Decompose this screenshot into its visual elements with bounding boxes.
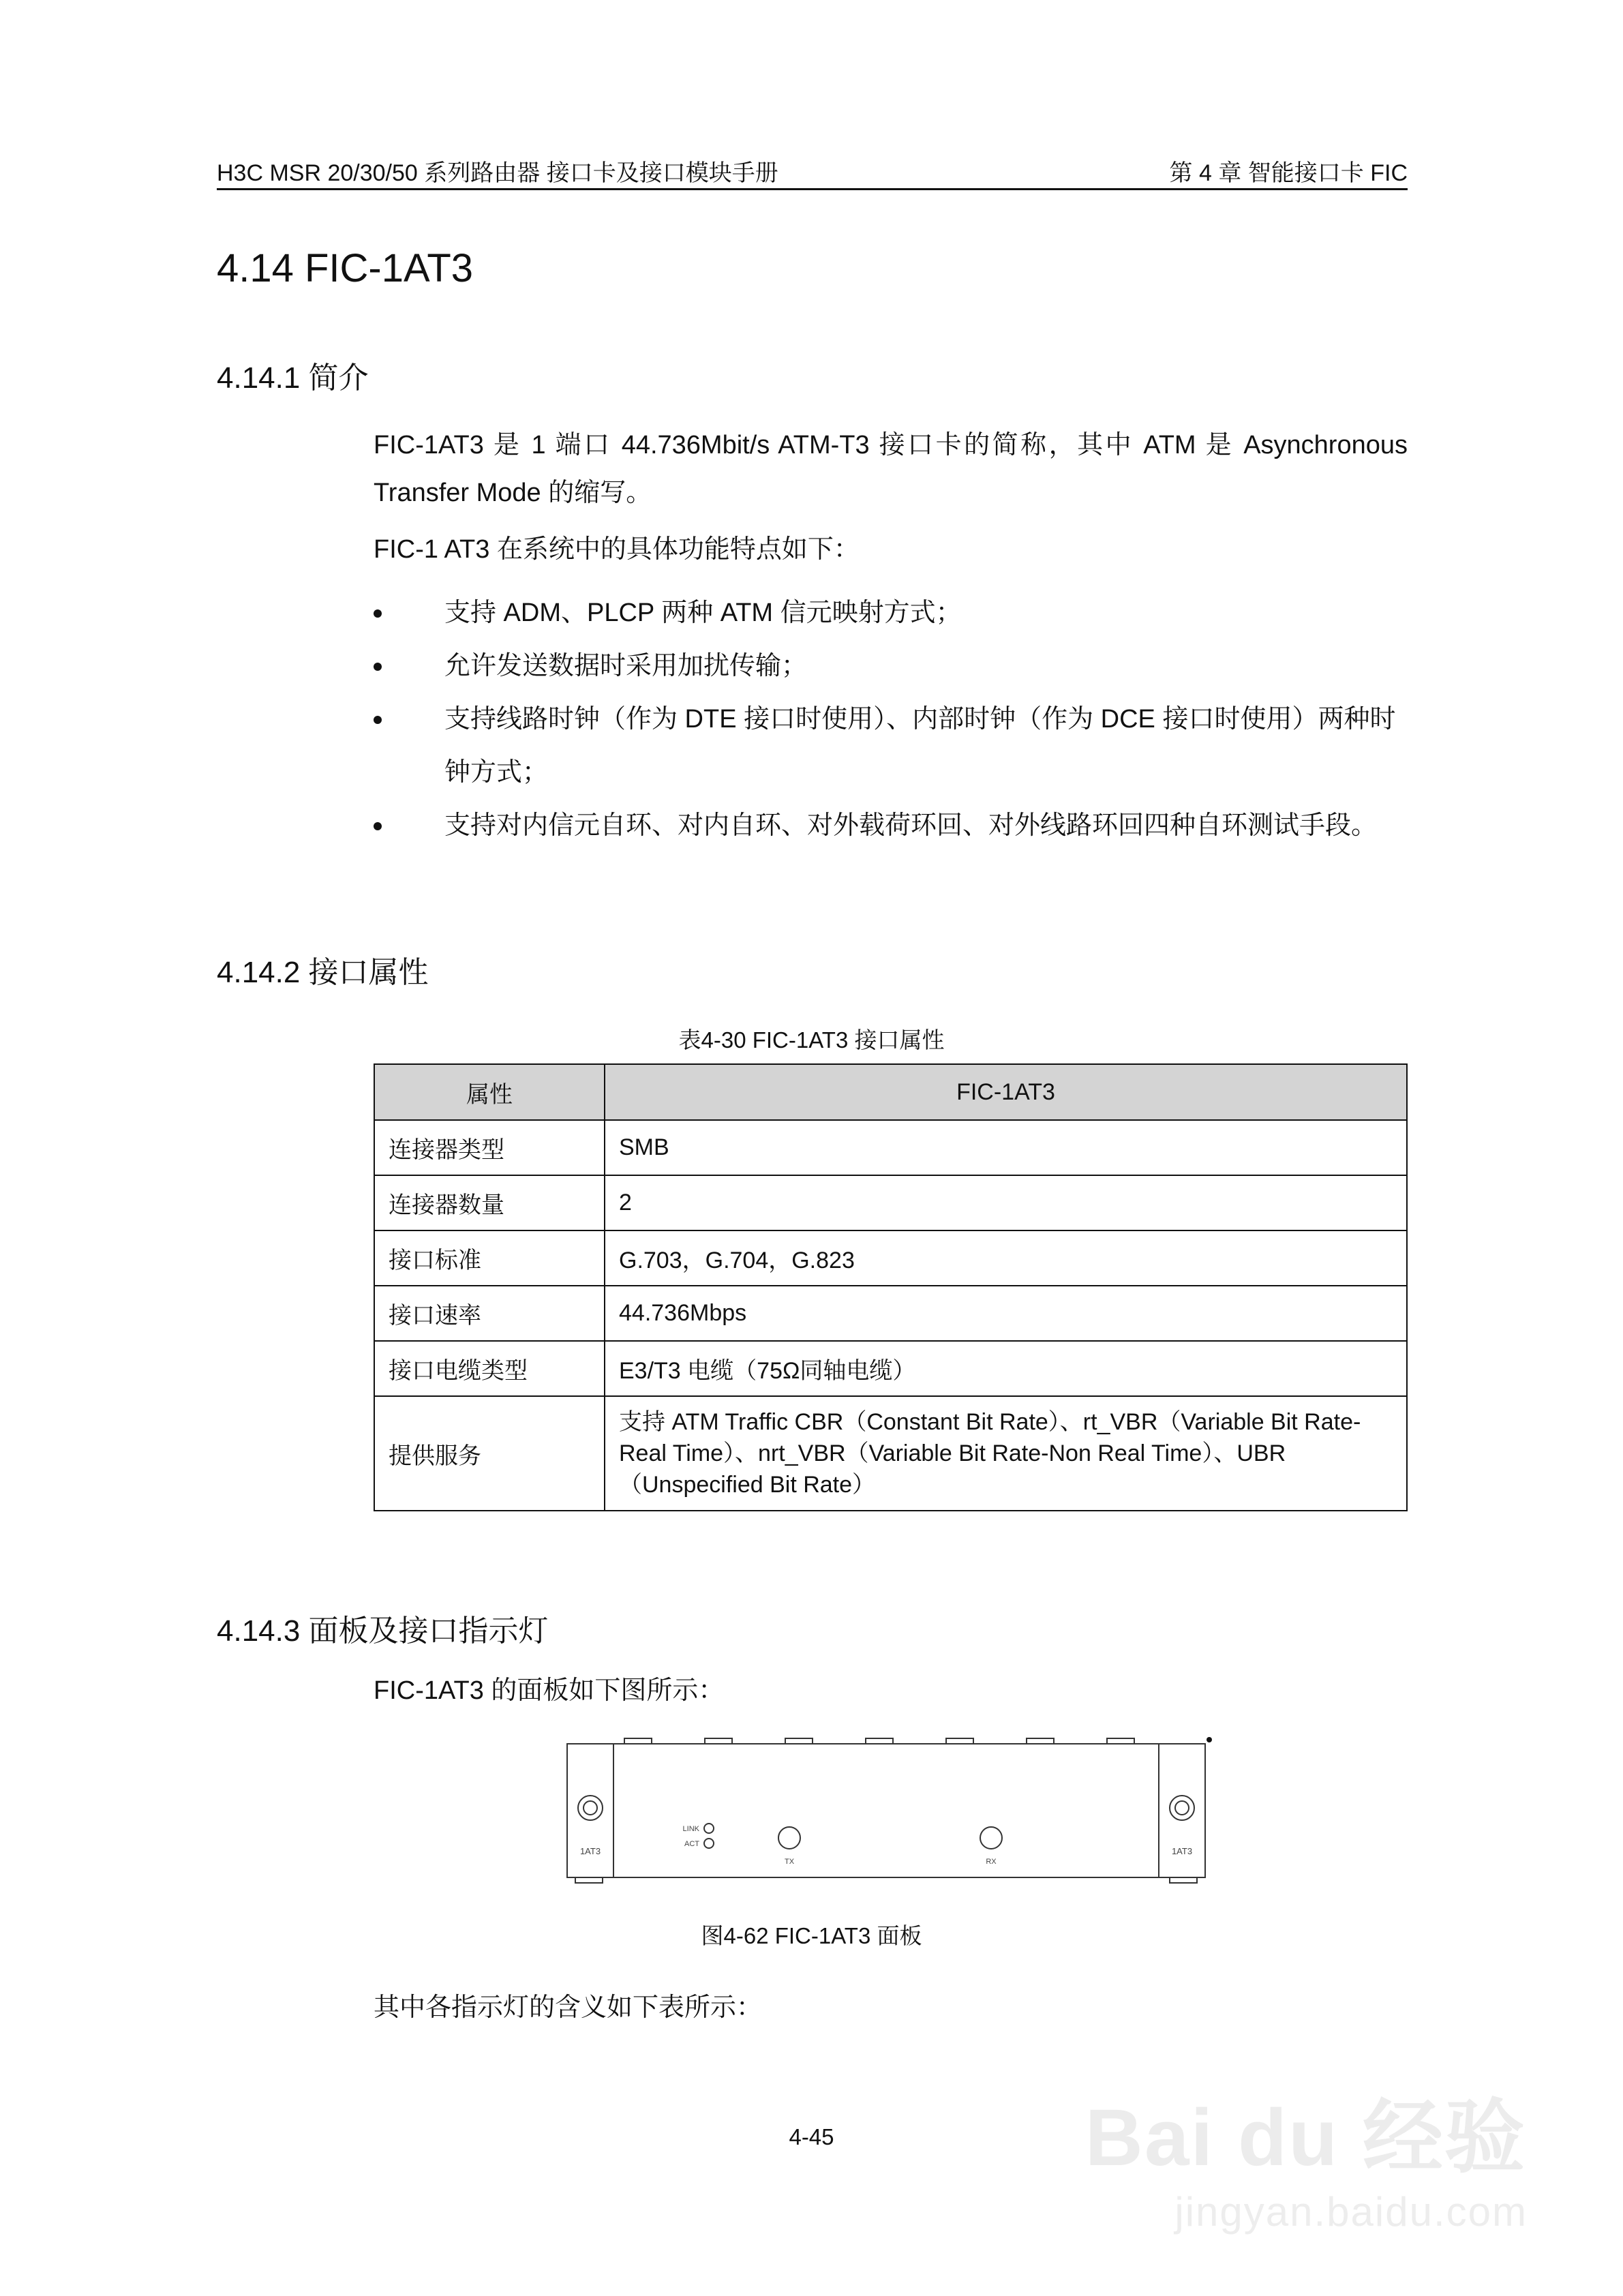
table-caption: 表4-30 FIC-1AT3 接口属性 (678, 1027, 945, 1053)
panel-after-text: 其中各指示灯的含义如下表所示： (374, 1993, 763, 2022)
features-lead: FIC-1 AT3 在系统中的具体功能特点如下： (374, 535, 860, 564)
column-header: 属性 (374, 1064, 605, 1120)
rx-port-label: RX (986, 1858, 997, 1866)
table-row (374, 1120, 1407, 1175)
table-cell: 连接器类型 (374, 1120, 605, 1175)
header-rule (217, 188, 1408, 190)
panel-body (567, 1744, 1205, 1877)
screw-icon-inner (583, 1801, 597, 1815)
top-tab (785, 1738, 813, 1744)
table-row (374, 1175, 1407, 1230)
top-tab (1107, 1738, 1134, 1744)
watermark-url: jingyan.baidu.com (1174, 2189, 1528, 2235)
heading-panel: 4.14.3 面板及接口指示灯 (217, 1614, 549, 1648)
table-cell: SMB (605, 1120, 1407, 1175)
bullet-icon (374, 663, 382, 671)
bottom-rail (575, 1877, 603, 1883)
heading-intro: 4.14.1 简介 (217, 361, 369, 395)
screw-icon (578, 1796, 603, 1820)
table-cell: 44.736Mbps (605, 1286, 1407, 1341)
screw-icon-inner (1175, 1801, 1189, 1815)
top-tab (624, 1738, 652, 1744)
table-cell: G.703，G.704，G.823 (605, 1230, 1407, 1286)
column-header: FIC-1AT3 (605, 1064, 1407, 1120)
table-cell: 连接器数量 (374, 1175, 605, 1230)
bullet-icon (374, 822, 382, 830)
table-row (374, 1230, 1407, 1286)
top-tab (866, 1738, 893, 1744)
top-tab (1027, 1738, 1054, 1744)
list-item: 支持 ADM、PLCP 两种 ATM 信元映射方式； (374, 586, 1408, 639)
list-item: 支持线路时钟（作为 DTE 接口时使用）、内部时钟（作为 DCE 接口时使用）两种时钟方式； (374, 693, 1408, 799)
panel-label-left: 1AT3 (579, 1846, 601, 1856)
panel-intro: FIC-1AT3 的面板如下图所示： (374, 1676, 725, 1705)
rx-port-icon (980, 1827, 1002, 1849)
table-cell: 接口速率 (374, 1286, 605, 1341)
table-cell: 接口标准 (374, 1230, 605, 1286)
list-item: 允许发送数据时采用加扰传输； (374, 639, 1408, 693)
intro-paragraph: FIC-1AT3 是 1 端口 44.736Mbit/s ATM-T3 接口卡的简称，其中 ATM 是 Asynchronous Transfer Mode 的缩写。 (374, 431, 1408, 507)
header-chapter: 第 4 章 智能接口卡 FIC (1169, 160, 1408, 186)
top-tab (946, 1738, 973, 1744)
table-row (374, 1286, 1407, 1341)
tx-port-icon (778, 1827, 800, 1849)
watermark-logo: Bai du 经验 (1084, 2093, 1526, 2183)
attributes-table (374, 1063, 1408, 1511)
table-header-row (374, 1064, 1407, 1120)
feature-list (374, 586, 1408, 852)
top-tab (705, 1738, 732, 1744)
bullet-icon (374, 716, 382, 724)
corner-dot-icon (1207, 1737, 1212, 1742)
screw-icon (1170, 1796, 1194, 1820)
led-link-label: LINK (682, 1825, 699, 1833)
table-cell: E3/T3 电缆（75Ω同轴电缆） (605, 1341, 1407, 1396)
bottom-rail (1170, 1877, 1197, 1883)
bullet-icon (374, 609, 382, 618)
panel-label-right: 1AT3 (1171, 1846, 1193, 1856)
table-row (374, 1396, 1407, 1511)
table-row (374, 1341, 1407, 1396)
table-cell: 提供服务 (374, 1396, 605, 1511)
header-doc-title: H3C MSR 20/30/50 系列路由器 接口卡及接口模块手册 (217, 160, 778, 186)
heading-attributes: 4.14.2 接口属性 (217, 956, 429, 989)
section-title: 4.14 FIC-1AT3 (217, 246, 474, 290)
led-act-icon (704, 1839, 714, 1848)
page-number: 4-45 (789, 2124, 834, 2149)
led-act-label: ACT (684, 1840, 699, 1848)
panel-figure (559, 1732, 1213, 1895)
figure-caption: 图4-62 FIC-1AT3 面板 (701, 1923, 922, 1948)
tx-port-label: TX (784, 1858, 795, 1866)
table-cell: 支持 ATM Traffic CBR（Constant Bit Rate）、rt_VBR（Variable Bit Rate-Real Time）、nrt_VBR（Variable Bit Rate-Non Real Time）、UBR（Unspecified Bit Rate） (605, 1396, 1407, 1511)
list-item: 支持对内信元自环、对内自环、对外载荷环回、对外线路环回四种自环测试手段。 (374, 799, 1408, 852)
table-cell: 接口电缆类型 (374, 1341, 605, 1396)
table-cell: 2 (605, 1175, 1407, 1230)
led-link-icon (704, 1824, 714, 1833)
